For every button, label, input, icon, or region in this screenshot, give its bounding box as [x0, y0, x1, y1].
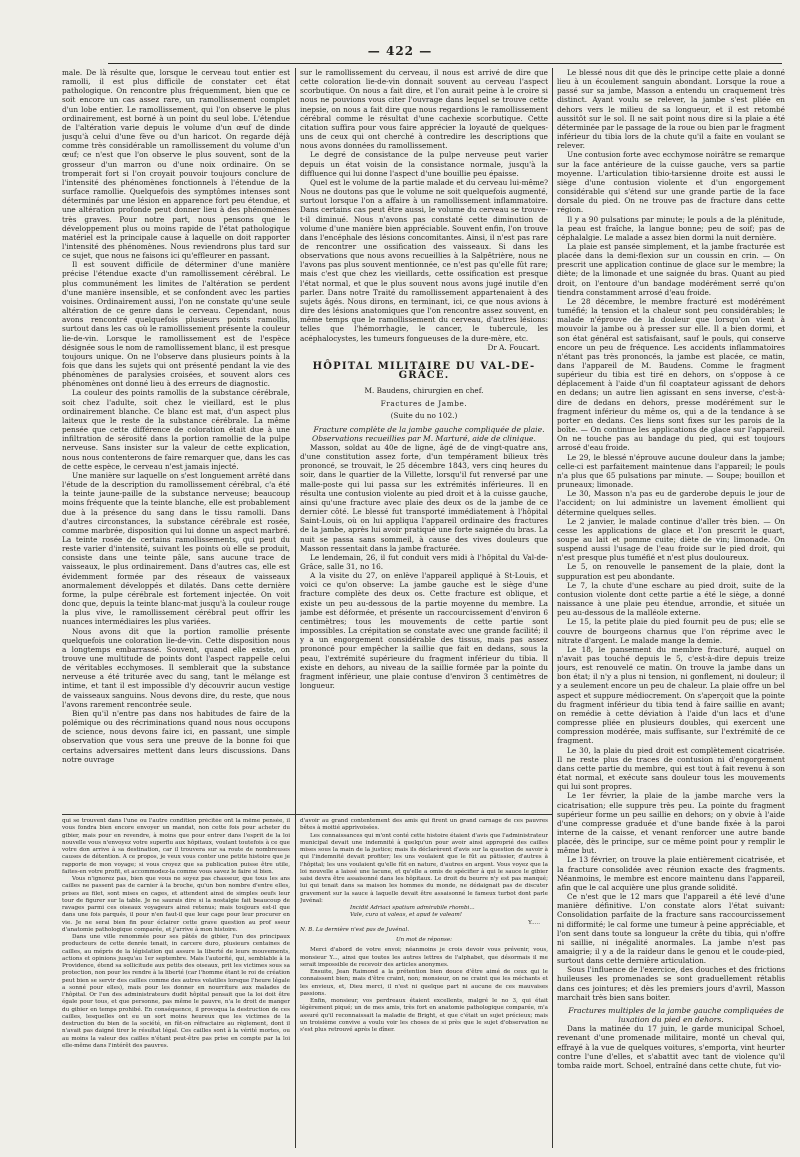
case-2-title: Fractures multiples de la jambe gauche compliquées de luxation du pied en dehors. — [568, 1005, 784, 1025]
paragraph: Il y a 90 pulsations par minute; le pouls a de la plénitude, la peau est fraîche, la langue bonne; peu de soif; pas de céphalalgie. Le malade a assez bien dormi la nuit dernière. — [557, 214, 785, 242]
column-1-feuilleton — [62, 818, 290, 1152]
header-rule — [108, 63, 782, 64]
page-number: — 422 — — [367, 44, 433, 58]
paragraph: Quel est le volume de la partie malade et du cerveau lui-même? Nous ne doutons pas que le volume ne soit quelquefois augmenté, surtout lorsque l'on a affaire à un ramollissement inflammatoire. Dans certains cas peut être aussi, le volume du cerveau se trouve-t-il diminué. Nous n'avons pas constaté cette diminution de volume d'une manière bien appréciable. Souvent enfin, l'on trouve dans l'encéphale des lésions concomitantes. Ainsi, il n'est pas rare de rencontrer une ossification des vaisseaux. Si dans les observations que nous avons recueillies à la Salpêtrière, nous ne l'avons pas plus souvent mentionnée, ce n'est pas qu'elle fût rare; mais c'est que chez les vieillards, cette ossification est presque l'état normal, et que le plus souvent nous avons jugé inutile d'en parler. Dans notre Traité du ramollissement appartenaient à des sujets âgés. Nous dirons, en terminant, ici, ce que nous avions à dire des lésions anatomiques que l'on rencontre assez souvent, en même temps que le ramollissement du cerveau, d'autres lésions: telles que l'hémorrhagie, le cancer, le tubercule, les acéphalocystes, les tumeurs fongueuses de la dure-mère, etc. — [300, 177, 548, 343]
paragraph: Le 29, le blessé n'éprouve aucune douleur dans la jambe; celle-ci est parfaitement maintenue dans l'appareil; le pouls n'a plus que 65 pulsations par minute. — Soupe; bouillon et pruneaux; limonade. — [557, 452, 785, 490]
paragraph: La couleur des points ramollis de la substance cérébrale, soit chez l'adulte, soit chez le vieillard, est le plus ordinairement blanche. Ce blanc est mat, d'un aspect plus laiteux que le reste de la substance cérébrale. La même pensée que cette différence de coloration était due à une infiltration de sérosité dans la portion ramollie de la pulpe nerveuse. Sans insister sur la valeur de cette explication, nous nous contenterons de faire remarquer que, dans les cas de cette espèce, le cerveau n'est jamais injecté. — [62, 388, 290, 471]
reply-heading: Un mot de réponse: — [395, 937, 453, 943]
column-3-article — [557, 68, 785, 1152]
paragraph: Enfin, monsieur, vos perdreaux étaient excellents, malgré le no 3, qui était légèrement piqué; un de mes amis, très fort en anatomie pathologique comparée, m'a assuré qu'il reconnaissait la maladie de Bright, et que c'était un sujet précieux; mais un troisième convive a voulu voir les choses de si près que le sujet d'observation ne s'est plus retrouvé après le dîner. — [300, 998, 548, 1033]
paragraph: Dans une ville renommée pour ses pâtés de gibier, l'un des principaux producteurs de cette denrée tenait, in carcere duro, plusieurs centaines de cailles, au mépris de la législation qui assure la liberté de leurs mouvements, actions et opinions jusqu'au 1er septembre. Mais l'autorité, qui, semblable à la Providence, étend sa sollicitude aux petits des oiseaux, prit les victimes sous sa protection, non pour les rendre à la liberté (car l'homme étant le roi de création peut bien se servir des cailles comme des autres volatiles lorsque l'heure légale a sonné pour elles), mais pour les donner en nourriture aux malades de l'hôpital. Or l'un des administrateurs dudit hôpital pensait que la loi doit être égale pour tous, et que personne, pas même le pauvre, n'a le droit de manger du gibier en temps prohibé. En conséquence, il provoqua la destruction de ces cailles, lesquelles ont eu un sort moins heureux que les victimes de la destruction du bien de la société, en fût-on réfractaire au règlement, dont il n'avait pas daigné tirer le résultat légal. Ces cailles sont à la vérité mortes, ou au moins la valeur des cailles n'étant peut-être pas prise en compte par la loi elle-même dans l'intérêt des pauvres. — [62, 934, 290, 1049]
paragraph: Le 5, on renouvelle le pansement de la plaie, dont la suppuration est peu abondante. — [557, 562, 785, 581]
paragraph: qui se trouvent dans l'une ou l'autre condition précitée ont la même pensée, il vous fondra bien encore envoyer un mandat, non cette fois pour acheter du gibier, mais pour en revendre, à moins que pour entrer dans l'esprit de la loi nouvelle vous n'envoyez votre superflu aux hôpitaux, voulant toutefois à ce que votre don arrive à sa destination, car il trouvera sur sa route de nombreuses causes de détention. A ce propos, je veux vous conter une petite histoire que je rapporte de mon voyage; si vous croyez que sa publication puisse être utile, faites-en votre profit, et accommodez-la comme vous savez le faire si bien. — [62, 818, 290, 875]
paragraph: Vous n'ignorez pas, bien que vous ne soyez pas chasseur, que tous les ans cailles ne passent pas de carnier à la broche, qu'un bon nombre d'entre elles, prises au filet, sont mises en cages, et attendent ainsi de simples oeufs leur tour de figurer sur la table. Je ne saurais dire si la nostalgie fait beaucoup de ravages parmi ces oiseaux voyageurs ainsi retenus; mais toujours est-il que dans une fois parqués, il pour n'en faut-il que leur cage pour leur procurer en vie. Je ne serai bien fin pour éclairer cette grave question au prof sseur d'anatomie pathologique comparée, et j'arrive à mon histoire. — [62, 876, 290, 933]
paragraph: Le blessé nous dit que dès le principe cette plaie a donné lieu à un écoulement sanguin abondant. Lorsque la roue a passé sur sa jambe, Masson a entendu un craquement très distinct. Ayant voulu se relever, la jambe s'est pliée en dehors vers le milieu de sa longueur, et il est retombé aussitôt sur le sol. Il ne sait point nous dire si la plaie a été déterminée par le passage de la roue ou bien par le fragment inférieur du tibia lors de la chute qu'il a faite en voulant se relever. — [557, 68, 785, 151]
letter-signature: Y..... — [528, 919, 540, 926]
paragraph: La plaie est pansée simplement, et la jambe fracturée est placée dans la demi-flexion sur un coussin en crin. — On prescrit une application continue de glace sur le membre; la diète; de la limonade et une saignée du bras. Quant au pied droit, on l'entoure d'un bandage modérément serré qu'on tiendra constamment arrosé d'eau froide. — [557, 241, 785, 297]
hospital-heading: HÔPITAL MILITAIRE DU VAL-DE-GRÂCE. — [312, 360, 536, 381]
paragraph: Le 7, la chute d'une eschare au pied droit, suite de la contusion violente dont cette partie a été le siège, a donné naissance à une plaie peu étendue, arrondie, et située un peu au-dessous de la malléole externe. — [557, 580, 785, 618]
latin-verse: Incidit Adriaci spatium admirabile rhombi... — [350, 905, 475, 911]
paragraph: Le 18, le pansement du membre fracturé, auquel on n'avait pas touché depuis le 5, c'est-à-dire depuis treize jours, est renouvelé ce matin. On trouve la jambe dans un bon état; il n'y a plus ni tension, ni gonflement, ni douleur; il y a seulement encore un peu de chaleur. La plaie offre un bel aspect et suppure médiocrement. On s'aperçoit que la pointe du fragment inférieur du tibia tend à faire saillie en avant; on remédie à cette déviation à l'aide d'un lacs et d'une compresse pliée en plusieurs doubles, qui exercent une compression modérée, mais suffisante, sur l'extrémité de ce fragment. — [557, 644, 785, 746]
paragraph: Merci d'abord de votre envoi; néanmoins je crois devoir vous prévenir, vous, monsieur Y..., ainsi que toutes les autres lettres de l'alphabet, que désormais il me serait impossible de recevoir des articles anonymes. — [300, 947, 548, 968]
chief-surgeon-line: M. Baudens, chirurgien en chef. — [364, 386, 484, 396]
paragraph: Une contusion forte avec ecchymose noirâtre se remarque sur la face antérieure de la cuisse gauche, vers sa partie moyenne. L'articulation tibio-tarsienne droite est aussi le siège d'une contusion violente et d'un engorgement considérable qui s'étend sur une grande partie de la face dorsale du pied. On ne trouve pas de fracture dans cette région. — [557, 150, 785, 215]
paragraph: Le degré de consistance de la pulpe nerveuse peut varier depuis un état voisin de la consistance normale, jusqu'à la diffluence qui lui donne l'aspect d'une bouillie peu épaisse. — [300, 150, 548, 178]
paragraph: Le 2 janvier, le malade continue d'aller très bien. — On cesse les applications de glace et l'on prescrit le quart, soupe au lait et pomme cuite; diète de vin; limonade. On suspend aussi l'usage de l'eau froide sur le pied droit, qui n'est presque plus tuméfié et n'est plus douloureux. — [557, 516, 785, 563]
paragraph: Le 28 décembre, le membre fracturé est modérément tuméfié; la tension et la chaleur sont peu considérables; le malade n'éprouve de la douleur que lorsqu'on vient à mouvoir la jambe ou à presser sur elle. Il a bien dormi, et son état général est satisfaisant, sauf le pouls, qui conserve encore un peu de fréquence. Les accidents inflammatoires n'étant pas très prononcés, la jambe est placée, ce matin, dans l'appareil de M. Baudens. Comme le fragment supérieur du tibia est tiré en dehors, on s'oppose à ce déplacement à l'aide d'un fil coaptateur agissant de dehors en dedans; un autre lien agissant en sens inverse, c'est-à-dire de dedans en dehors, presse modérément sur le fragment inférieur du même os, qui a de la tendance à se porter en dedans. Ces liens sont fixes sur les parois de la boîte. — On continue les applications de glace sur l'appareil. On ne touche pas au bandage du pied, qui est toujours arrosé d'eau froide. — [557, 296, 785, 453]
paragraph: Une manière sur laquelle on s'est longuement arrêté dans l'étude de la description du ramollissement cérébral, c'a été la teinte jaune-paille de la substance nerveuse; beaucoup moins fréquente que la teinte blanche, elle est probablement due à la présence du sang dans le tissu ramolli. Dans d'autres circonstances, la substance cérébrale est rosée, comme marbrée, disposition qui lui donne un aspect marbré. La teinte rosée de certains ramollissements, qui peut du reste varier d'intensité, suivant les points où elle se produit, consiste dans une teinte pâle, sans aucune trace de vaisseaux, le plus ordinairement. Dans d'autres cas, elle est évidemment formée par des réseaux de vaisseaux anormalement développés et dilatés. Dans cette dernière forme, la pulpe cérébrale est fortement injectée. On voit donc que, depuis la teinte blanc-mat jusqu'à la couleur rouge la plus vive, le ramollissement cérébral peut offrir les nuances intermédiaires les plus variées. — [62, 470, 290, 627]
paragraph: Les connaissances qui m'ont conté cette histoire étaient d'avis que l'administrateur municipal devait une indemnité à quelqu'un pour avoir ainsi approprié des cailles mises sous la main de la justice; mais ils déclarèrent d'avis sur la question de savoir à qui l'indemnité devait profiter; les uns voulaient que le fût au pâtissier, d'autres à l'hôpital; les uns voulaient qu'elle fût en nature, d'autres en argent. Vous voyez que la loi nouvelle a laissé une lacune, et qu'elle a omis de spécifier à qui le sauce le gibier saisi devra être assaisonné dans les hôpitaux. Le droit du beurre n'y est pas manqué; lui qui tenait dans sa maison les hommes du monde, ne dédaignait pas de discuter gravement sur la sauce à laquelle devait être assaisonné le fameux turbot dont parle Juvénal: — [300, 832, 548, 904]
author-signature: Dr A. Foucart. — [487, 342, 540, 352]
column-2-article — [300, 68, 548, 812]
paragraph: d'avoir au grand contentement des amis qui firent un grand carnage de ces pauvres bêtes à moitié apprivoisées. — [300, 818, 548, 832]
paragraph: Dans la matinée du 17 juin, le garde municipal Schoel, revenant d'une promenade militaire, monté un cheval qui, effrayé à la vue de quelques voitures, s'emporta, vint heurter contre l'une d'elles, et s'abattit avec tant de violence qu'il tomba raide mort. Schoel, entraîné dans cette chute, fut vio- — [557, 1024, 785, 1070]
paragraph: Le 15, la petite plaie du pied fournit peu de pus; elle se couvre de bourgeons charnus que l'on réprime avec le nitrate d'argent. Le malade mange la demie. — [557, 617, 785, 645]
paragraph: sur le ramollissement du cerveau, il nous est arrivé de dire que cette coloration lie-de-vin donnait souvent au cerveau l'aspect scorbutique. On nous a fait dire, et l'on aurait peine à le croire si nous ne pouvions vous citer l'ouvrage dans lequel se trouve cette inepsie, on nous a fait dire que nous regardions le ramollissement cérébral comme le résultat d'une cachexie scorbutique. Cette citation suffira pour vous faire apprécier la loyauté de quelques-uns de ceux qui ont cherché à contredire les descriptions que nous avons données du ramollissement. — [300, 68, 548, 151]
paragraph: Nous avons dit que la portion ramollie présente quelquefois une coloration lie-de-vin. Cette disposition nous a longtemps embarrassé. Souvent, quand elle existe, on trouve une multitude de points dont l'aspect rappelle celui de véritables ecchymoses. Il semblerait que la substance nerveuse a été triturée avec du sang, tant le mélange est intime, et tant il est impossible d'y découvrir aucun vestige de vaisseaux sanguins. Nous devons dire, du reste, que nous l'avons rarement rencontrée seule. — [62, 626, 290, 709]
column-2-feuilleton — [300, 818, 548, 1152]
paragraph: Le 13 février, on trouve la plaie entièrement cicatrisée, et la fracture consolidée avec réunion exacte des fragments. Néanmoins, le membre est encore maintenu dans l'appareil, afin que le cal acquière une plus grande solidité. — [557, 855, 785, 892]
paragraph: male. De là résulte que, lorsque le cerveau tout entier est ramolli, il est plus difficile de constater cet état pathologique. On rencontre plus fréquemment, bien que ce soit encore un cas assez rare, un ramollissement complet d'un lobe entier. Le ramollissement, qui l'on observe le plus ordinairement, est borné à un point du seul lobe. L'étendue de l'altération varie depuis le volume d'un œuf de dinde jusqu'à celui d'une fève ou d'un haricot. On regarde déjà comme très considérable un ramollissement du volume d'un œuf; ce n'est que l'on observe le plus souvent, sont de la grosseur d'un marron ou d'une noix ordinaire. On se tromperait fort si l'on croyait pouvoir toujours conclure de l'intensité des phénomènes fonctionnels à l'étendue de la surface ramollie. Quelquefois des symptômes intenses sont déterminés par une lésion en apparence fort peu étendue, et une altération profonde peut donner lieu à des phénomènes très graves. Pour notre part, nous pensons que le développement plus ou moins rapide de l'état pathologique matériel est la principale cause à laquelle on doit rapporter l'intensité des phénomènes. Nous reviendrons plus tard sur ce sujet, que nous ne faisons ici qu'effleurer en passant. — [62, 68, 290, 261]
paragraph: Le 1er février, la plaie de la jambe marche vers la cicatrisation; elle suppure très peu. La pointe du fragment supérieur forme un peu saillie en dehors; on y obvie à l'aide d'une compresse graduée et d'une bande fixée à la paroi interne de la caisse, et venant renforcer une autre bande placée, dès le principe, sur ce même point pour y remplir le même but. — [557, 791, 785, 856]
postscript: N. B. La dernière n'est pas de Juvénal. — [300, 926, 410, 933]
column-rule-right — [552, 68, 553, 1148]
paragraph: Le 30, la plaie du pied droit est complètement cicatrisée. Il ne reste plus de traces de contusion ni d'engorgement dans cette partie du membre, qui est tout à fait revenu à son état normal, et exécute sans douleur tous les mouvements qui lui sont propres. — [557, 745, 785, 792]
paragraph: A la visite du 27, on enlève l'appareil appliqué à St-Louis, et voici ce qu'on observe: La jambe gauche est le siège d'une fracture complète des deux os. Cette fracture est oblique, et existe un peu au-dessous de la partie moyenne du membre. La jambe est déformée, et présente un raccourcissement d'environ 6 centimètres; tous les mouvements de cette partie sont impossibles. La crépitation se constate avec une grande facilité; il y a un engorgement considérable des tissus, mais pas assez prononcé pour empêcher la saillie que fait en dedans, sous la peau, l'extrémité supérieure du fragment inférieur du tibia. Il existe en dehors, au niveau de la saillie formée par la pointe du fragment inférieur, une plaie contuse d'environ 3 centimètres de longueur. — [300, 571, 548, 690]
continuation-note: (Suite du no 102.) — [390, 411, 458, 421]
latin-verse: Vale, cura ut valeas, et apud te valeam! — [350, 912, 463, 919]
paragraph: Ce n'est que le 12 mars que l'appareil a été levé d'une manière définitive. L'on constate alors l'état suivant: Consolidation parfaite de la fracture sans raccourcissement ni difformité; le cal forme une tumeur à peine appréciable, et l'on sent dans toute sa longueur la crête du tibia, qui n'offre ni saillie, ni inégalité anormales. La jambe n'est pas amaigrie; il y a de la raideur dans le genou et le coude-pied, surtout dans cette dernière articulation. — [557, 892, 785, 966]
paragraph: Il est souvent difficile de déterminer d'une manière précise l'étendue exacte d'un ramollissement cérébral. Le plus communément les limites de l'altération se perdent d'une manière insensible, et se confondent avec les parties voisines. Ordinairement aussi, l'on ne constate qu'une seule altération de ce genre dans le cerveau. Cependant, nous avons rencontré quelquefois plusieurs points ramollis, surtout dans les cas où le ramollissement présente la couleur lie-de-vin. Lorsque le ramollissement est de l'espèce désignée sous le nom de ramollissement blanc, il est presque toujours unique. On ne l'observe dans plusieurs points à la fois que dans les sujets qui ont présenté pendant la vie des phénomènes de paralysies croisées, et souvent alors ces phénomènes ont donné lieu à des erreurs de diagnostic. — [62, 260, 290, 389]
paragraph: Sous l'influence de l'exercice, des douches et des frictions huileuses les promenades se sont graduellement rétablis dans ces jointures; et dès les premiers jours d'avril, Masson marchait très bien sans boiter. — [557, 965, 785, 1002]
feuilleton-rule — [62, 814, 552, 815]
paragraph: Ensuite, Jean Raimond a la prétention bien douce d'être aimé de ceux qui le connaissent bien; mais d'être craint, non; monsieur, on ne craint que les méchants et les envieux, et, Dieu merci, il n'est ni quelque part ni aucune de ces mauvaises passions. — [300, 969, 548, 997]
column-rule-left — [295, 68, 296, 1148]
paragraph: Le 30, Masson n'a pas eu de garderobe depuis le jour de l'accident; on lui administre un lavement émollient qui détermine quelques selles. — [557, 489, 785, 517]
paragraph: Bien qu'il n'entre pas dans nos habitudes de faire de la polémique ou des récriminations quand nous nous occupons de science, nous devons faire ici, en passant, une simple observation que vous sera une preuve de la bonne foi que certains adversaires mettent dans leurs discussions. Dans notre ouvrage — [62, 708, 290, 764]
section-title: Fractures de Jambe. — [380, 399, 468, 409]
paragraph: Le lendemain, 26, il fut conduit vers midi à l'hôpital du Val-de-Grâce, salle 31, no 16. — [300, 552, 548, 571]
case-title: Fracture complète de la jambe gauche compliquée de plaie. Observations recueillies par M. Marturé, aide de clinique. — [312, 424, 545, 443]
paragraph: Masson, soldat au 40e de ligne, âgé de de vingt-quatre ans, d'une constitution assez forte, d'un tempérament bilieux très prononcé, se trouvait, le 25 décembre 1843, vers cinq heures du soir, dans le quartier de la Villette, lorsqu'il fut renversé par une malle-poste qui lui passa sur les extrémités inférieures. Il en résulta une contusion violente au pied droit et à la cuisse gauche, ainsi qu'une fracture avec plaie des deux os de la jambe de ce dernier côté. Le blessé fut transporté immédiatement à l'hôpital Saint-Louis, où on lui appliqua l'appareil ordinaire des fractures de la jambe, après lui avoir pratiqué une forte saignée du bras. La nuit se passa sans sommeil, à cause des vives douleurs que Masson ressentait dans la jambe fracturée. — [300, 442, 548, 553]
column-1-article — [62, 68, 290, 812]
